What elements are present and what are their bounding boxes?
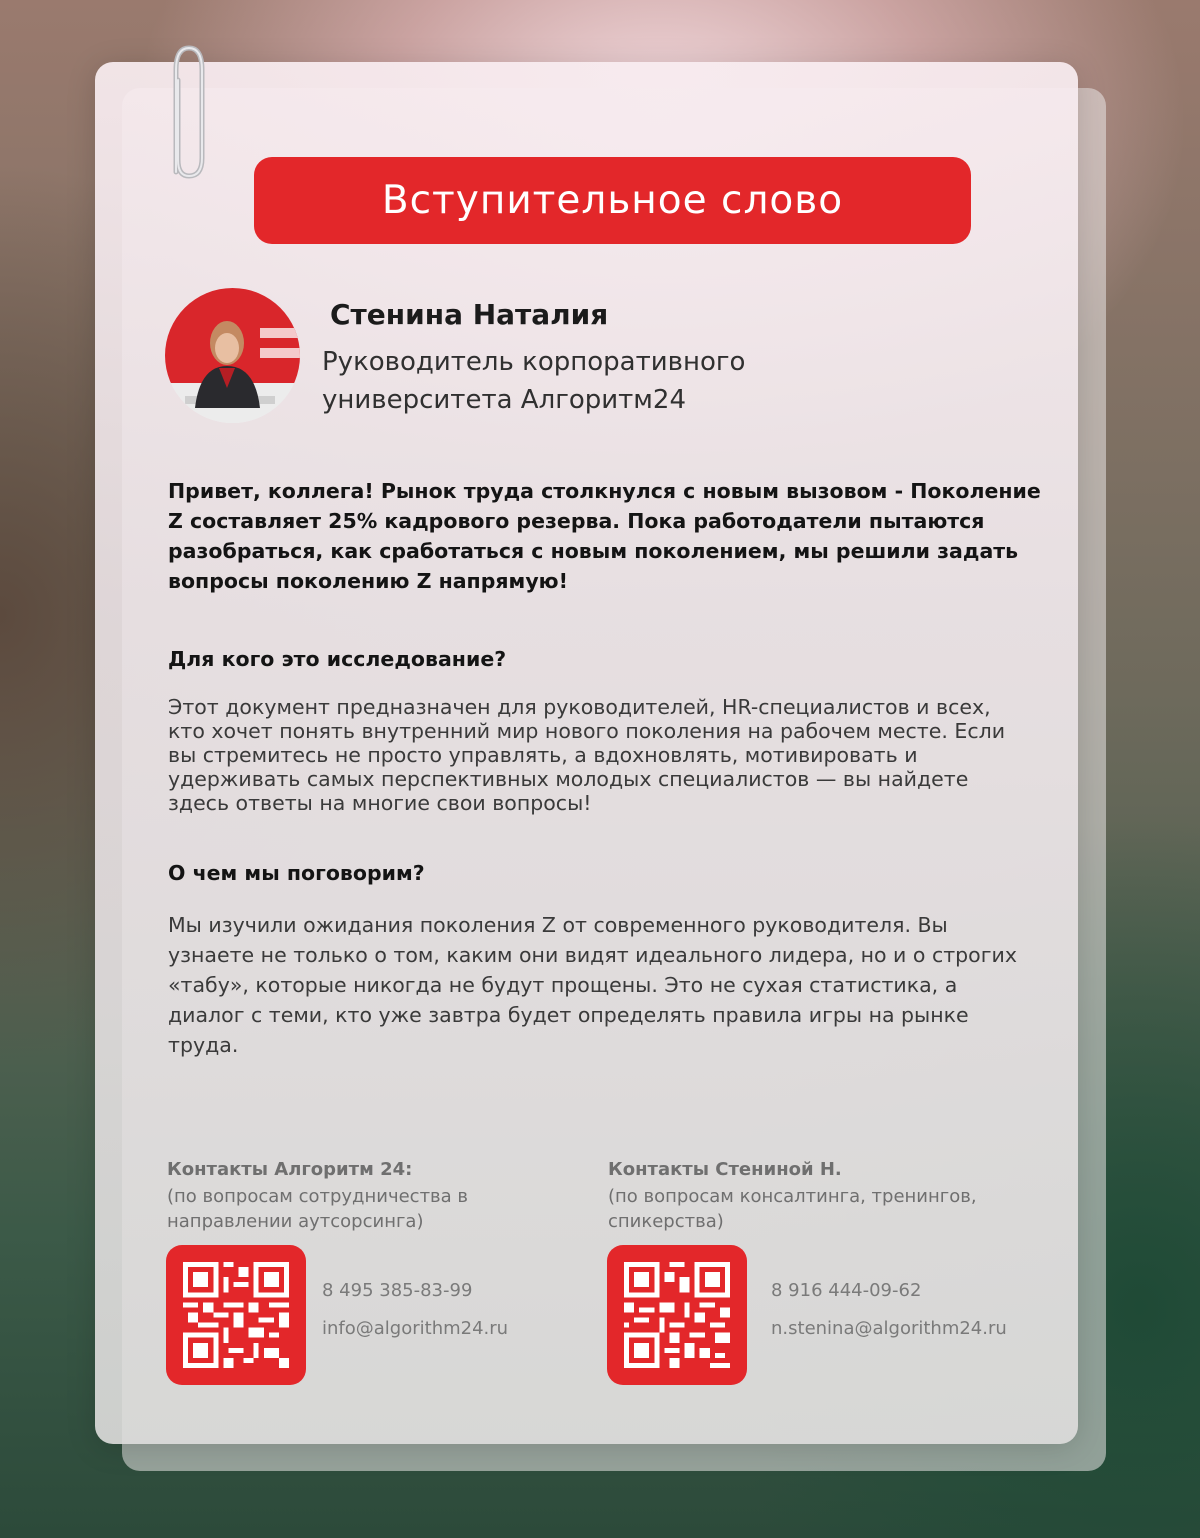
author-name: Стенина Наталия [330,298,609,331]
author-photo [165,288,300,423]
section2-text: Мы изучили ожидания поколения Z от современного руководителя. Вы узнаете не только о том, каким они видят идеального лидера, но и о строгих «табу», которые никогда не будут прощены. Это не сухая статистика, а диалог с теми, кто уже завтра будет определять правила игры на рынке труда. [168,913,1017,1057]
contact1-subtitle: (по вопросам сотрудничества в направлении аутсорсинга) [167,1186,469,1232]
section1-text: Этот документ предназначен для руководителей, HR-специалистов и всех, кто хочет понять внутренний мир нового поколения на рабочем месте. Если вы стремитесь не просто управлять, а вдохновлять, мотивировать и удерживать самых перспективных молодых специалистов — вы найдете здесь ответы на многие свои вопросы! [168,695,1006,815]
contact1-email[interactable]: info@algorithm24.ru [322,1318,509,1339]
author-role: Руководитель корпоративного университета Алгоритм24 [322,347,746,415]
contact2-phone[interactable]: 8 916 444-09-62 [771,1280,922,1301]
section1-heading: Для кого это исследование? [168,647,507,671]
contact2-subtitle: (по вопросам консалтинга, тренингов, спикерства) [608,1186,977,1232]
qr-code-icon [183,1262,289,1368]
title-banner [254,157,971,244]
section2-heading: О чем мы поговорим? [168,861,425,885]
contact1-phone[interactable]: 8 495 385-83-99 [322,1280,473,1301]
avatar [165,288,300,423]
paperclip-icon [162,40,212,182]
intro-text: Привет, коллега! Рынок труда столкнулся с новым вызовом - Поколение Z составляет 25% кадрового резерва. Пока работодатели пытаются разобраться, как сработаться с новым поколением, мы решили задать вопросы поколению Z напрямую! [168,479,1041,593]
qr-code-algorithm24[interactable] [166,1245,306,1385]
contact1-title: Контакты Алгоритм 24: [167,1159,413,1180]
contact2-title: Контакты Стениной Н. [608,1159,842,1180]
qr-code-stenina[interactable] [607,1245,747,1385]
qr-code-icon [624,1262,730,1368]
contact2-email[interactable]: n.stenina@algorithm24.ru [771,1318,1007,1339]
page-title: Вступительное слово [381,178,844,223]
